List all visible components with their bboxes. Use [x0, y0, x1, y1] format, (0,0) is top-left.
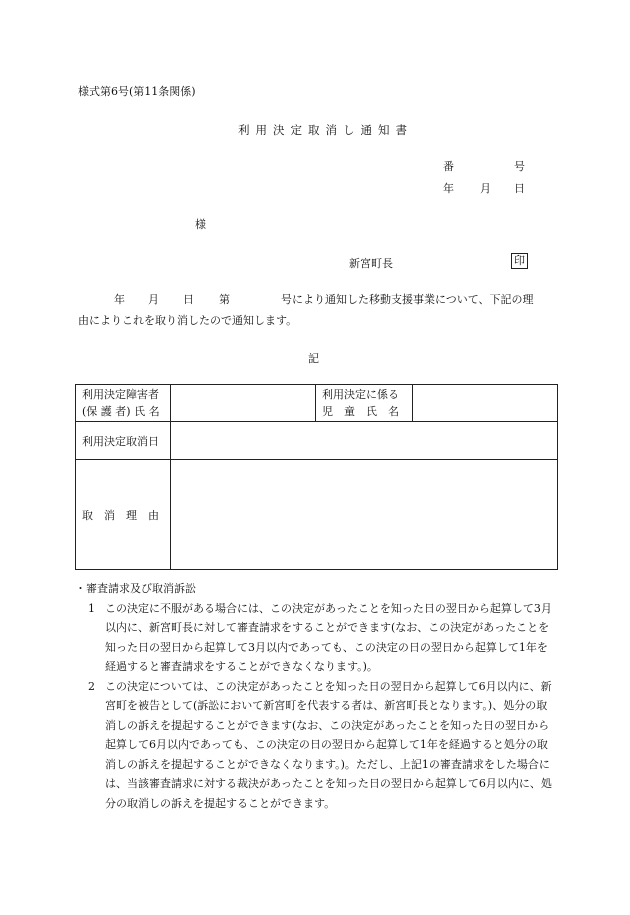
applicant-name-label-line1: 利用決定障害者 [82, 388, 159, 401]
info-table [75, 384, 558, 570]
addressee-suffix: 様 [195, 218, 206, 231]
note-item-1 [78, 599, 558, 677]
child-name-value [413, 385, 558, 422]
note-text-2: この決定については、この決定があったことを知った日の翌日から起算して6月以内に、新宮町を被告として(訴訟において新宮町を代表する者は、新宮町長となります。)、処分の取消しの訴えを提起することができます(なお、この決定があったことを知った日の翌日から起算して6月以内であっても、この決定の日の翌日から起算して1年を経過すると処分の取消しの訴えを提起することができなくなります。)。ただし、上記1の審査請求をした場合には、当該審査請求に対する裁決があったことを知った日の翌日から起算して6月以内に、処分の取消しの訴えを提起することができます。 [105, 679, 552, 810]
date-month-label: 月 [480, 182, 491, 195]
date-year-label: 年 [443, 182, 454, 195]
child-name-label-line2: 児 童 氏 名 [322, 405, 399, 418]
body-dai: 第 [219, 293, 230, 306]
cancellation-reason-value [171, 460, 558, 570]
applicant-name-label-line2: (保 護 者) 氏 名 [82, 405, 160, 418]
note-number-1: 1 [88, 601, 95, 615]
ki-heading: 記 [308, 352, 319, 365]
note-number-2: 2 [88, 679, 95, 693]
body-line2: 由によりこれを取り消したので通知します。 [78, 314, 298, 327]
cancellation-date-label: 利用決定取消日 [76, 422, 171, 460]
number-label-ban: 番 [443, 160, 454, 173]
applicant-name-value [171, 385, 316, 422]
document-title: 利用決定取消し通知書 [238, 123, 413, 137]
table-row [76, 385, 558, 422]
seal-mark [511, 253, 528, 269]
body-day: 日 [183, 293, 194, 306]
applicant-name-label [76, 385, 171, 422]
number-label-go: 号 [514, 160, 525, 173]
note-item-2 [78, 677, 558, 814]
notes-heading: ・審査請求及び取消訴訟 [75, 582, 196, 595]
child-name-label [316, 385, 413, 422]
child-name-label-line1: 利用決定に係る [322, 388, 399, 401]
cancellation-date-value [171, 422, 558, 460]
table-row [76, 422, 558, 460]
note-text-1: この決定に不服がある場合には、この決定があったことを知った日の翌日から起算して3月以内に、新宮町長に対して審査請求をすることができます(なお、この決定があったことを知った日の翌日から起算して3月以内であっても、この決定の日の翌日から起算して1年を経過すると審査請求をすることができなくなります。)。 [105, 601, 552, 673]
form-number: 様式第6号(第11条関係) [78, 85, 196, 98]
cancellation-reason-label: 取 消 理 由 [76, 460, 171, 570]
issuer-name: 新宮町長 [349, 257, 393, 270]
body-month: 月 [148, 293, 159, 306]
body-line1: 号により通知した移動支援事業について、下記の理 [281, 293, 534, 306]
body-year: 年 [114, 293, 125, 306]
appeal-notes [75, 579, 558, 813]
date-day-label: 日 [514, 182, 525, 195]
seal-label: 印 [511, 253, 528, 269]
table-row [76, 460, 558, 570]
